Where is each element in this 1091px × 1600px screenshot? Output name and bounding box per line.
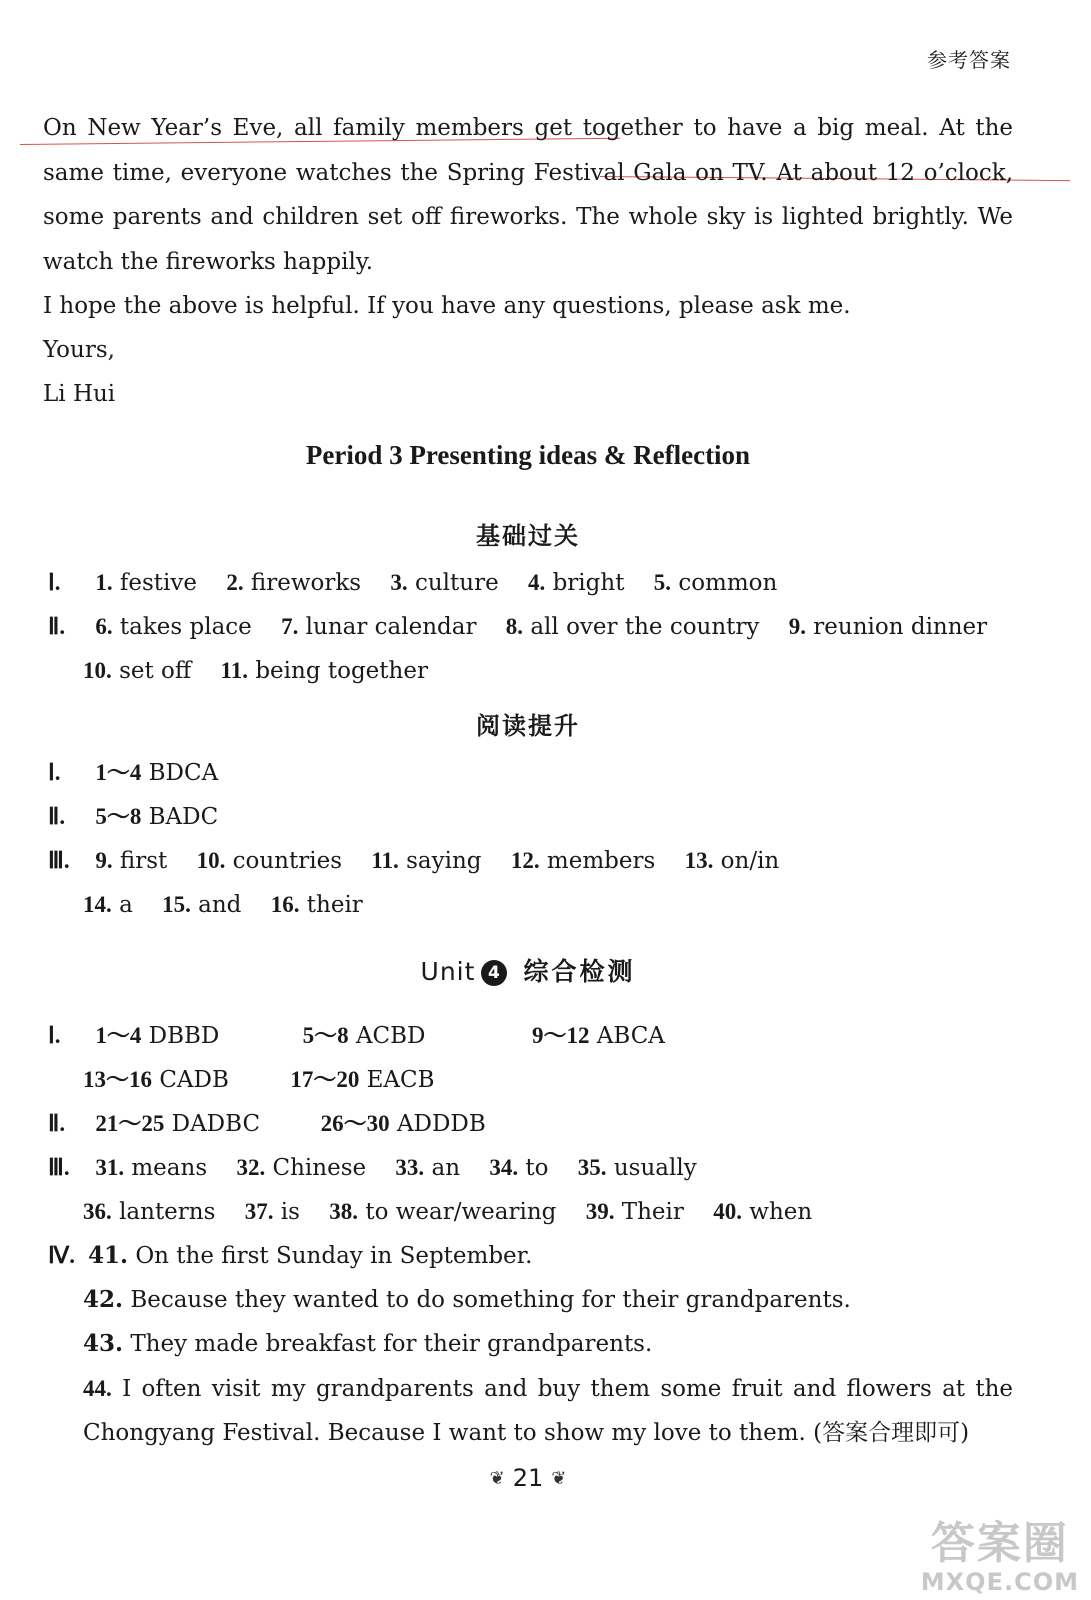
answer-text: set off bbox=[119, 658, 192, 684]
question-number: 36. bbox=[83, 1199, 112, 1224]
question-number: 1～4 bbox=[95, 760, 142, 785]
answer-text: their bbox=[306, 892, 363, 918]
letter-closing-line: I hope the above is helpful. If you have any questions, please ask me. bbox=[43, 293, 851, 319]
roman-numeral: Ⅱ. bbox=[48, 614, 66, 639]
question-number: 3. bbox=[390, 570, 408, 595]
question-number: 9. bbox=[95, 848, 113, 873]
answer-row bbox=[48, 1109, 508, 1139]
section-title-basic: 基础过关 bbox=[476, 522, 580, 550]
answer-text: They made breakfast for their grandparents. bbox=[130, 1331, 653, 1357]
section-title-reading: 阅读提升 bbox=[476, 712, 580, 740]
page-number: 21 bbox=[512, 1464, 544, 1492]
answer-text: saying bbox=[406, 848, 482, 874]
answer-text: and bbox=[198, 892, 242, 918]
question-number: 5. bbox=[653, 570, 671, 595]
answer-text: Chinese bbox=[272, 1155, 367, 1181]
question-number: 12. bbox=[510, 848, 540, 873]
unit-number-badge: 4 bbox=[481, 960, 507, 986]
letter-paragraph: On New Year’s Eve, all family members get together to have a big meal. At the same time, everyone watches the Spring Festival Gala on TV. At about 12 o’clock, some parents and children set off fireworks. The whole sky is lighted brightly. We watch the fireworks happily. bbox=[43, 115, 1013, 275]
question-number: 43. bbox=[83, 1330, 124, 1357]
question-number: 21～25 bbox=[95, 1111, 165, 1136]
question-number: 33. bbox=[395, 1155, 425, 1180]
answer-row bbox=[83, 1285, 851, 1315]
question-number: 1～4 bbox=[95, 1023, 142, 1048]
watermark bbox=[921, 1520, 1079, 1596]
watermark-cn: 答案圈 bbox=[930, 1518, 1069, 1569]
answer-text: fireworks bbox=[250, 570, 362, 596]
question-number: 13. bbox=[684, 848, 714, 873]
roman-numeral: Ⅲ. bbox=[48, 848, 70, 873]
question-number: 39. bbox=[585, 1199, 615, 1224]
answer-text: ABCA bbox=[596, 1023, 665, 1049]
question-number: 16. bbox=[270, 892, 300, 917]
page-footer bbox=[0, 1464, 1056, 1492]
question-number: 9. bbox=[788, 614, 806, 639]
page-header: 参考答案 bbox=[927, 48, 1011, 72]
question-number: 41. bbox=[88, 1242, 129, 1269]
answer-row bbox=[48, 568, 799, 598]
question-number: 2. bbox=[226, 570, 244, 595]
roman-numeral: Ⅰ. bbox=[48, 570, 61, 595]
unit-section-title: 综合检测 bbox=[523, 957, 636, 986]
question-number: 32. bbox=[236, 1155, 266, 1180]
answer-text: on/in bbox=[720, 848, 780, 874]
roman-numeral: Ⅰ. bbox=[48, 1023, 61, 1048]
answer-text: lunar calendar bbox=[305, 614, 477, 640]
answer-text: when bbox=[749, 1199, 813, 1225]
roman-numeral: Ⅰ. bbox=[48, 760, 61, 785]
answer-text: ADDDB bbox=[396, 1111, 486, 1137]
answer-text: first bbox=[119, 848, 168, 874]
answer-row bbox=[83, 890, 385, 920]
roman-numeral: Ⅱ. bbox=[48, 804, 66, 829]
answer-text: being together bbox=[255, 658, 428, 684]
answer-text: to wear/wearing bbox=[365, 1199, 557, 1225]
question-number: 14. bbox=[83, 892, 112, 917]
question-number: 5～8 bbox=[302, 1023, 349, 1048]
answer-text: means bbox=[131, 1155, 208, 1181]
roman-numeral: Ⅲ. bbox=[48, 1155, 70, 1180]
question-number: 6. bbox=[95, 614, 113, 639]
answer-text: takes place bbox=[119, 614, 252, 640]
letter-signature: Li Hui bbox=[43, 381, 116, 407]
answer-text: On the first Sunday in September. bbox=[135, 1243, 533, 1269]
answer-text: members bbox=[546, 848, 656, 874]
question-number: 10. bbox=[196, 848, 226, 873]
answer-text: DBBD bbox=[148, 1023, 220, 1049]
answer-row bbox=[48, 612, 1009, 642]
question-number: 11. bbox=[371, 848, 399, 873]
answer-row bbox=[48, 1153, 719, 1183]
answer-text: DADBC bbox=[171, 1111, 261, 1137]
question-number: 1. bbox=[95, 570, 113, 595]
answer-text: EACB bbox=[366, 1067, 435, 1093]
answer-text: countries bbox=[232, 848, 343, 874]
question-number: 5～8 bbox=[95, 804, 142, 829]
question-number: 17～20 bbox=[290, 1067, 360, 1092]
question-number: 26～30 bbox=[320, 1111, 390, 1136]
answer-text: festive bbox=[119, 570, 198, 596]
answer-row bbox=[48, 846, 801, 876]
answer-text: bright bbox=[552, 570, 625, 596]
answer-text: lanterns bbox=[119, 1199, 216, 1225]
question-number: 42. bbox=[83, 1286, 124, 1313]
answer-text: an bbox=[431, 1155, 461, 1181]
answer-text: is bbox=[280, 1199, 300, 1225]
question-number: 11. bbox=[220, 658, 249, 683]
question-number: 37. bbox=[244, 1199, 274, 1224]
letter-sign-off: Yours, bbox=[43, 337, 115, 363]
question-number: 34. bbox=[489, 1155, 519, 1180]
answer-text: ACBD bbox=[355, 1023, 426, 1049]
answer-text: to bbox=[525, 1155, 549, 1181]
answer-row bbox=[48, 758, 240, 788]
question-number: 35. bbox=[577, 1155, 607, 1180]
roman-numeral: Ⅳ. bbox=[48, 1243, 75, 1268]
answer-row bbox=[83, 656, 450, 686]
answer-text: Their bbox=[621, 1199, 684, 1225]
question-number: 31. bbox=[95, 1155, 125, 1180]
answer-row bbox=[83, 1329, 652, 1359]
period-title: Period 3 Presenting ideas & Reflection bbox=[305, 440, 751, 470]
question-number: 13～16 bbox=[83, 1067, 152, 1092]
answer-q44 bbox=[83, 1367, 1013, 1455]
answer-text: BDCA bbox=[148, 760, 219, 786]
answer-row bbox=[83, 1065, 457, 1095]
answer-row bbox=[48, 1021, 687, 1051]
answer-text: CADB bbox=[159, 1067, 229, 1093]
answer-text: Because they wanted to do something for their grandparents. bbox=[130, 1287, 851, 1313]
answer-text: reunion dinner bbox=[813, 614, 988, 640]
answer-row bbox=[48, 802, 240, 832]
question-number: 7. bbox=[281, 614, 299, 639]
unit-title bbox=[0, 952, 1056, 988]
unit-label: Unit bbox=[420, 957, 476, 986]
answer-text: usually bbox=[613, 1155, 697, 1181]
roman-numeral: Ⅱ. bbox=[48, 1111, 66, 1136]
answer-text: all over the country bbox=[530, 614, 760, 640]
answer-text: I often visit my grandparents and buy them some fruit and flowers at the Chongyang Festival. Because I want to show my love to them. (答案合理即可) bbox=[83, 1376, 1013, 1446]
answer-text: BADC bbox=[148, 804, 219, 830]
question-number: 15. bbox=[162, 892, 191, 917]
question-number: 10. bbox=[83, 658, 112, 683]
answer-row bbox=[83, 1197, 834, 1227]
answer-text: a bbox=[119, 892, 133, 918]
answer-text: culture bbox=[414, 570, 499, 596]
question-number: 40. bbox=[713, 1199, 742, 1224]
question-number: 38. bbox=[329, 1199, 359, 1224]
question-number: 4. bbox=[528, 570, 546, 595]
question-number: 44. bbox=[83, 1376, 112, 1401]
question-number: 9～12 bbox=[531, 1023, 590, 1048]
watermark-en: MXQE.COM bbox=[920, 1568, 1079, 1596]
question-number: 8. bbox=[505, 614, 524, 639]
answer-text: common bbox=[678, 570, 778, 596]
answer-row bbox=[48, 1241, 532, 1271]
leaf-ornament-icon: ❦ bbox=[489, 1468, 505, 1489]
leaf-ornament-icon: ❦ bbox=[551, 1468, 567, 1489]
